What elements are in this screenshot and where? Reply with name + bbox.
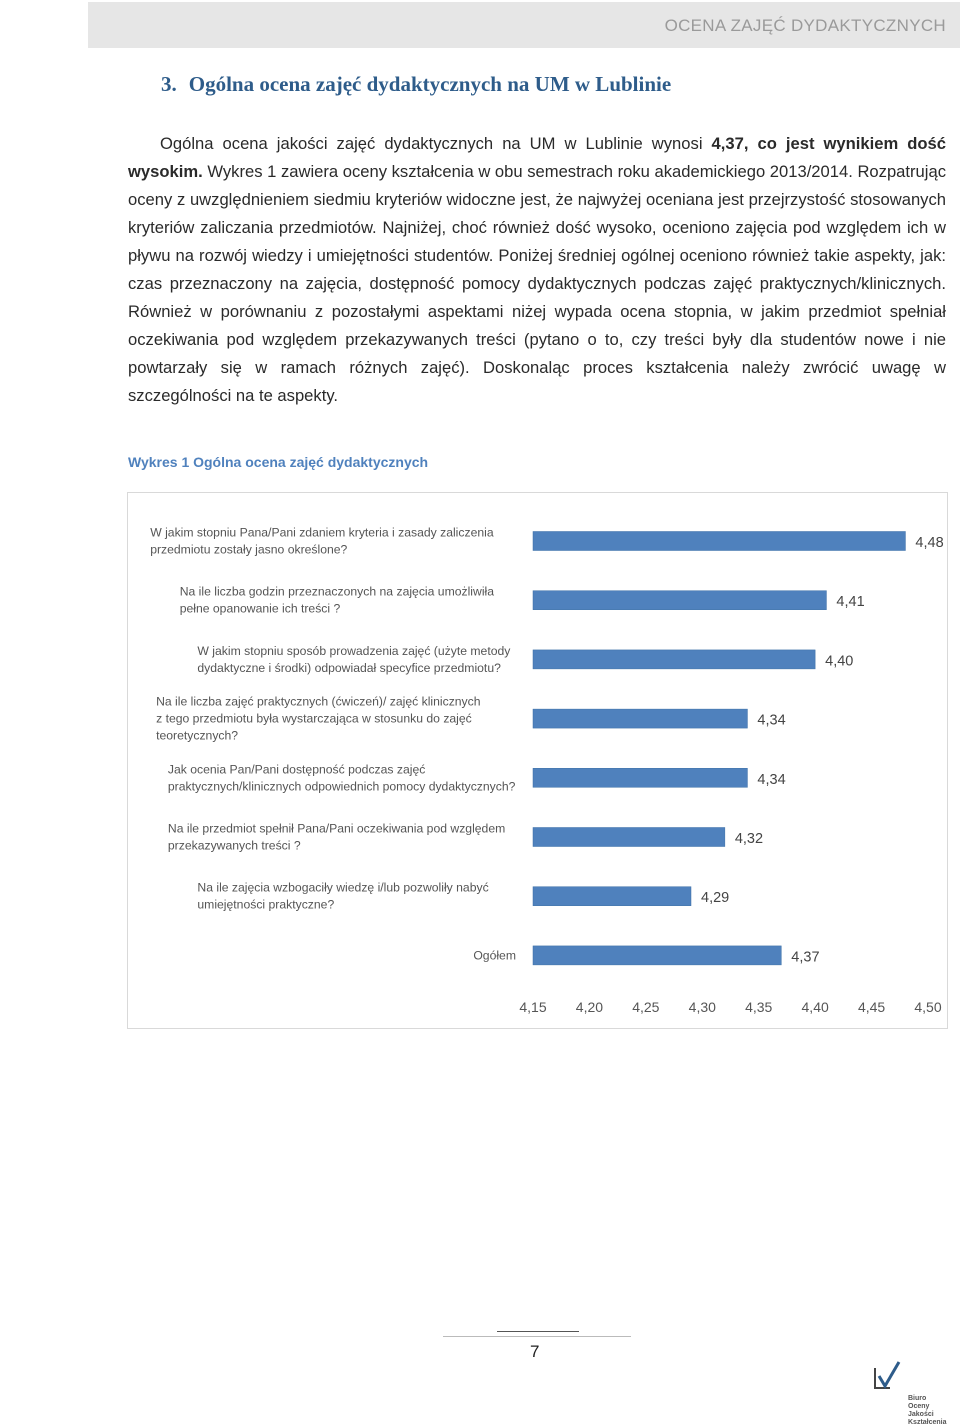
chart-category-line: Jak ocenia Pan/Pani dostępność podczas zajęć: [167, 762, 426, 777]
chart-category-line: umiejętności praktyczne?: [197, 897, 335, 912]
running-header: OCENA ZAJĘĆ DYDAKTYCZNYCH: [664, 16, 946, 35]
chart-x-tick-label: 4,15: [519, 999, 547, 1015]
footer-rule-short: [497, 1331, 579, 1332]
chart-category-label: [168, 822, 505, 853]
chart-x-tick-label: 4,45: [857, 999, 886, 1015]
bar-chart: [128, 493, 947, 1028]
chart-category-line: W jakim stopniu sposób prowadzenia zajęć (użyte metody: [197, 643, 511, 658]
chart-value-label: 4,40: [825, 653, 854, 670]
chart-bar: [533, 887, 691, 906]
chart-category-line: Na ile liczba zajęć praktycznych (ćwiczeń)/ zajęć klinicznych: [156, 694, 481, 709]
chart-bar: [533, 591, 826, 610]
chart-value-label: 4,48: [915, 535, 944, 551]
paragraph-bold-result: 4,37, co jest wynikiem dość wysokim.: [128, 134, 946, 181]
chart-x-tick-label: 4,30: [688, 999, 716, 1015]
chart-category-line: Na ile przedmiot spełnił Pana/Pani oczekiwania pod względem: [167, 821, 506, 836]
chart-bar: [533, 768, 747, 787]
paragraph-text-1: Ogólna ocena jakości zajęć dydaktycznych na UM w Lublinie wynosi: [160, 134, 712, 153]
chart-x-tick-label: 4,35: [745, 999, 773, 1015]
chart-category-line: Na ile zajęcia wzbogaciły wiedzę i/lub pozwoliły nabyć: [197, 880, 489, 895]
chart-category-label: [150, 526, 494, 557]
chart-category-line: W jakim stopniu Pana/Pani zdaniem kryteria i zasady zaliczenia: [150, 525, 494, 540]
chart-x-tick-label: 4,50: [914, 999, 942, 1015]
chart-category-label: [180, 585, 495, 616]
chart-category-label: [197, 881, 488, 912]
logo-mark-icon: [872, 1360, 906, 1390]
chart-bar: [533, 946, 781, 965]
paragraph-text-2: Wykres 1 zawiera oceny kształcenia w obu semestrach roku akademickiego 2013/2014. Rozpatrując oceny z uwzględnieniem siedmiu kryteriów widoczne jest, że najwyżej oceniana jest przejrzystość stosowanych kryteriów zaliczania przedmiotów. Najniżej, choć również dość wysoko, oceniono zajęcia pod względem ich w pływu na rozwój wiedzy i umiejętności studentów. Poniżej średniej ogólnej oceniono również takie aspekty, jak: czas przeznaczony na zajęcia, dostępność pomocy dydaktycznych podczas zajęć praktycznych/klinicznych. Również w porównaniu z pozostałymi aspektami niżej wypada ocena stopnia, w jakim przedmiot spełniał oczekiwania pod względem przekazywanych treści (pytano o to, czy treści były dla studentów nowe i nie powtarzały się w ramach różnych zajęć). Doskonaląc proces kształcenia należy zwrócić uwagę w szczególności na te aspekty.: [128, 162, 946, 405]
chart-value-label: 4,32: [734, 831, 764, 847]
section-number: 3.: [161, 72, 177, 96]
logo-text: Biuro Oceny Jakości Kształcenia: [908, 1395, 947, 1426]
chart-bar: [533, 709, 747, 728]
chart-category-label: [473, 948, 516, 962]
chart-value-label: 4,29: [701, 890, 730, 907]
chart-x-tick-label: 4,20: [575, 999, 604, 1015]
chart-value-label: 4,37: [791, 949, 820, 966]
page-number: 7: [530, 1342, 540, 1361]
chart-category-line: przedmiotu zostały jasno określone?: [150, 542, 348, 557]
chart-category-line: Na ile liczba godzin przeznaczonych na zajęcia umożliwiła: [179, 584, 495, 599]
chart-x-tick-label: 4,25: [632, 999, 660, 1015]
chart-value-label: 4,41: [836, 594, 865, 611]
chart-category-line: praktycznych/klinicznych odpowiednich pomocy dydaktycznych?: [167, 779, 516, 794]
chart-bar: [533, 532, 905, 551]
chart-category-line: pełne opanowanie ich treści ?: [179, 601, 341, 616]
chart-category-line: przekazywanych treści ?: [167, 838, 301, 853]
footer-rule: [443, 1336, 631, 1337]
figure-caption: Wykres 1 Ogólna ocena zajęć dydaktycznych: [128, 454, 429, 470]
chart-category-line: dydaktyczne i środki) odpowiadał specyfice przedmiotu?: [197, 660, 501, 675]
chart-category-line: Ogółem: [473, 948, 516, 963]
bojk-logo: [872, 1360, 950, 1426]
chart-x-tick-label: 4,40: [801, 999, 829, 1015]
chart-category-line: z tego przedmiotu była wystarczająca w stosunku do zajęć: [156, 711, 472, 726]
chart-category-label: [168, 762, 516, 793]
header-bar: [88, 2, 960, 48]
chart-bar: [533, 828, 725, 847]
chart-container: [127, 492, 948, 1029]
chart-category-line: teoretycznych?: [156, 728, 239, 743]
body-paragraph: [128, 130, 946, 410]
chart-value-label: 4,34: [757, 771, 786, 788]
chart-bar: [533, 650, 815, 669]
chart-category-label: [197, 644, 511, 675]
section-heading: [161, 72, 671, 97]
section-title: Ogólna ocena zajęć dydaktycznych na UM w Lublinie: [188, 72, 672, 96]
chart-value-label: 4,34: [757, 712, 786, 729]
chart-category-label: [156, 695, 480, 743]
